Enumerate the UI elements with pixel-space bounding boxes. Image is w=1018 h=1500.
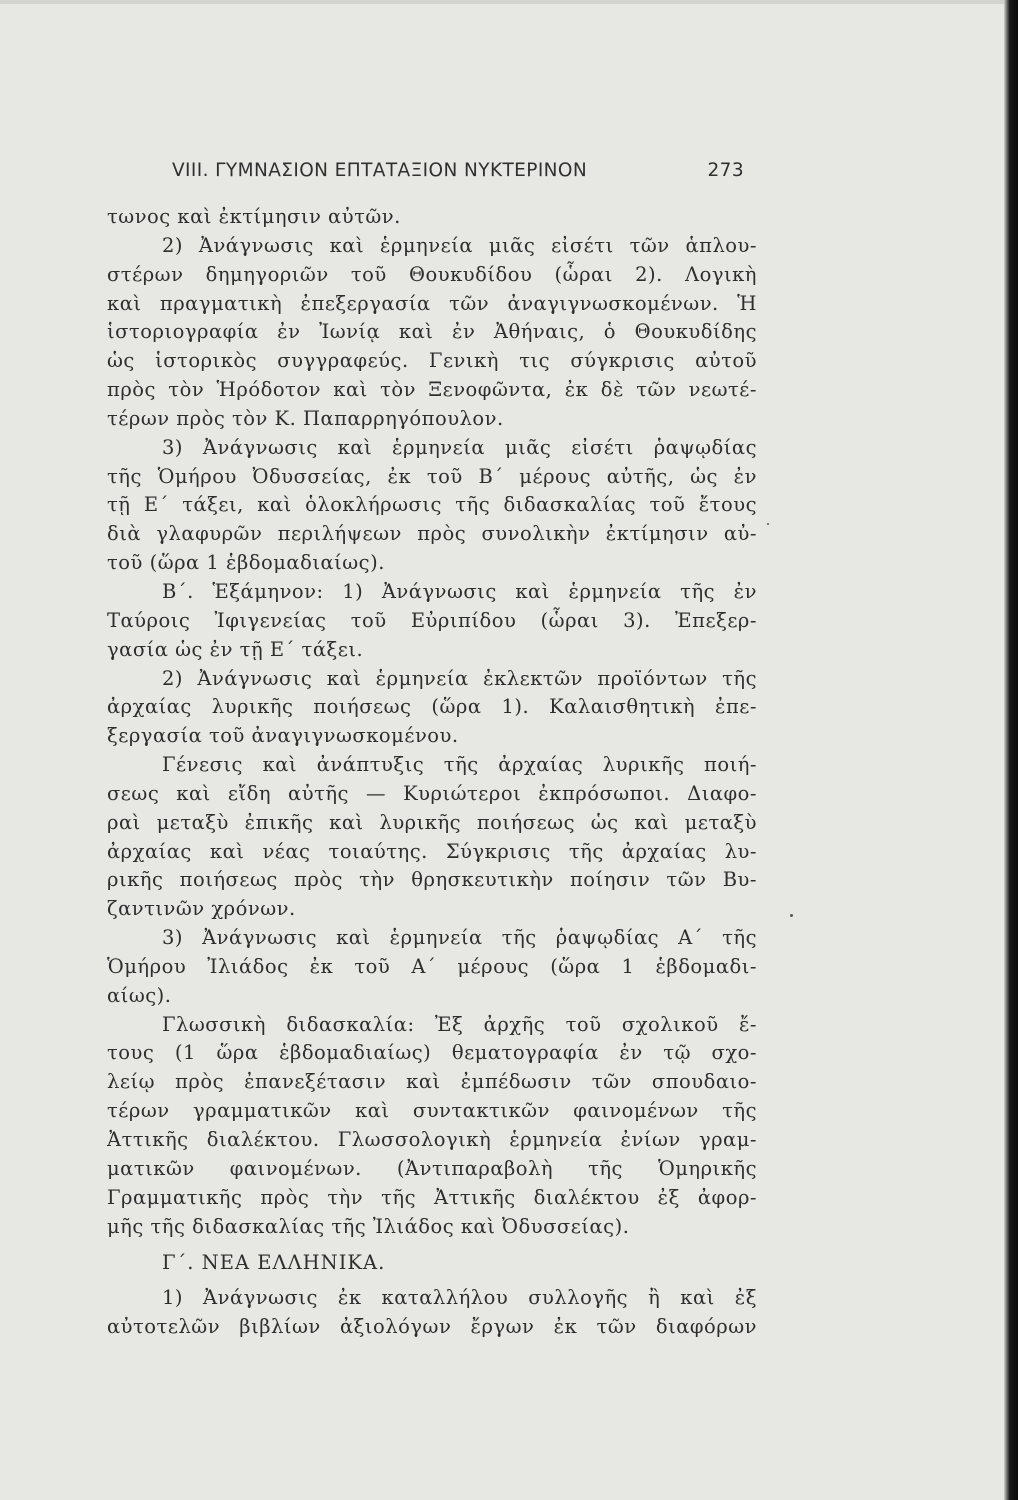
text-line: γασία ὡς ἐν τῇ Ε΄ τάξει. bbox=[107, 637, 364, 661]
page-number: 273 bbox=[707, 159, 744, 181]
text-line: ραὶ μεταξὺ ἐπικῆς καὶ λυρικῆς ποιήσεως ὡς καὶ μεταξὺ bbox=[107, 810, 757, 834]
text-line: καὶ πραγματικὴ ἐπεξεργασία τῶν ἀναγιγνωσκομένων. Ἡ bbox=[107, 291, 757, 315]
text-line: ἀρχαίας καὶ νέας τοιαύτης. Σύγκρισις τῆς ἀρχαίας λυ- bbox=[107, 839, 757, 863]
text-line: Γένεσις καὶ ἀνάπτυξις τῆς ἀρχαίας λυρικῆς ποιή- bbox=[162, 753, 757, 777]
text-line: Γλωσσικὴ διδασκαλία: Ἐξ ἀρχῆς τοῦ σχολικοῦ ἔ- bbox=[162, 1012, 757, 1036]
print-speck bbox=[790, 914, 793, 917]
text-line: τωνος καὶ ἐκτίμησιν αὐτῶν. bbox=[107, 205, 401, 228]
text-line: 2) Ἀνάγνωσις καὶ ἑρμηνεία ἐκλεκτῶν προϊόντων τῆς bbox=[162, 666, 757, 690]
text-line: Ἀττικῆς διαλέκτου. Γλωσσολογικὴ ἑρμηνεία ἐνίων γραμ- bbox=[107, 1128, 757, 1151]
page-right-edge-shadow bbox=[1004, 0, 1018, 1500]
running-head-section: VIII. ΓΥΜΝΑΣΙΟΝ ΕΠΤΑΤΑΞΙΟΝ ΝΥΚΤΕΡΙΝΟΝ bbox=[172, 159, 588, 181]
text-line: 1) Ἀνάγνωσις ἐκ καταλλήλου συλλογῆς ἢ καὶ ἐξ bbox=[162, 1286, 757, 1310]
text-line: σεως καὶ εἴδη αὐτῆς — Κυριώτεροι ἐκπρόσωποι. Διαφο- bbox=[107, 781, 757, 805]
text-line: 2) Ἀνάγνωσις καὶ ἑρμηνεία μιᾶς εἰσέτι τῶν ἁπλου- bbox=[162, 233, 757, 257]
text-line: τῆς Ὁμήρου Ὀδυσσείας, ἐκ τοῦ Β΄ μέρους αὐτῆς, ὡς ἐν bbox=[107, 464, 757, 488]
text-line: λείῳ πρὸς ἐπανεξέτασιν καὶ ἐμπέδωσιν τῶν σπουδαιο- bbox=[107, 1070, 757, 1094]
text-line: τέρων γραμματικῶν καὶ συντακτικῶν φαινομένων τῆς bbox=[107, 1099, 757, 1123]
text-line: διὰ γλαφυρῶν περιλήψεων πρὸς συνολικὴν ἐκτίμησιν αὐ- bbox=[107, 522, 757, 546]
text-line: 3) Ἀνάγνωσις καὶ ἑρμηνεία τῆς ῥαψῳδίας Α΄ τῆς bbox=[162, 926, 757, 950]
body-text bbox=[107, 203, 757, 1342]
text-line: ἀρχαίας λυρικῆς ποιήσεως (ὥρα 1). Καλαισθητικὴ ἐπε- bbox=[107, 695, 757, 719]
text-line: ἱστοριογραφία ἐν Ἰωνίᾳ καὶ ἐν Ἀθήναις, ὁ Θουκυδίδης bbox=[107, 320, 757, 344]
print-speck bbox=[767, 523, 769, 525]
text-line: Ταύροις Ἰφιγενείας τοῦ Εὐριπίδου (ὧραι 3). Ἐπεξερ- bbox=[107, 608, 757, 632]
text-line: αὐτοτελῶν βιβλίων ἀξιολόγων ἔργων ἐκ τῶν διαφόρων bbox=[107, 1315, 757, 1339]
text-line: ρικῆς ποιήσεως πρὸς τὴν θρησκευτικὴν ποίησιν τῶν Βυ- bbox=[107, 868, 757, 892]
section-heading: Γ΄. ΝΕΑ ΕΛΛΗΝΙΚΑ. bbox=[162, 1251, 386, 1275]
text-line: πρὸς τὸν Ἡρόδοτον καὶ τὸν Ξενοφῶντα, ἐκ δὲ τῶν νεωτέ- bbox=[107, 378, 757, 402]
text-line: αίως). bbox=[107, 983, 172, 1007]
text-line: τους (1 ὥρα ἑβδομαδιαίως) θεματογραφία ἐν τῷ σχο- bbox=[107, 1041, 757, 1065]
text-line: τοῦ (ὥρα 1 ἑβδομαδιαίως). bbox=[107, 551, 385, 575]
running-head bbox=[172, 157, 744, 183]
text-line: Γραμματικῆς πρὸς τὴν τῆς Ἀττικῆς διαλέκτου ἐξ ἀφορ- bbox=[107, 1185, 757, 1209]
text-line: μῆς τῆς διδασκαλίας τῆς Ἰλιάδος καὶ Ὀδυσσείας). bbox=[107, 1214, 630, 1238]
text-line: 3) Ἀνάγνωσις καὶ ἑρμηνεία μιᾶς εἰσέτι ῥαψῳδίας bbox=[162, 435, 757, 459]
text-line: ζαντινῶν χρόνων. bbox=[107, 897, 296, 921]
text-line: ξεργασία τοῦ ἀναγιγνωσκομένου. bbox=[107, 724, 459, 748]
text-line: τέρων πρὸς τὸν Κ. Παπαρρηγόπουλον. bbox=[107, 406, 504, 430]
text-line: Β΄. Ἑξάμηνον: 1) Ἀνάγνωσις καὶ ἑρμηνεία τῆς ἐν bbox=[162, 579, 757, 603]
text-line: τῇ Ε΄ τάξει, καὶ ὁλοκλήρωσις τῆς διδασκαλίας τοῦ ἔτους bbox=[107, 493, 757, 517]
text-line: στέρων δημηγοριῶν τοῦ Θουκυδίδου (ὧραι 2). Λογικὴ bbox=[107, 262, 757, 286]
text-line: ὡς ἱστορικὸς συγγραφεύς. Γενικὴ τις σύγκρισις αὐτοῦ bbox=[107, 349, 757, 373]
page-top-edge bbox=[0, 0, 1018, 4]
text-line: ματικῶν φαινομένων. (Ἀντιπαραβολὴ τῆς Ὁμηρικῆς bbox=[107, 1156, 757, 1180]
text-line: Ὁμήρου Ἰλιάδος ἐκ τοῦ Α΄ μέρους (ὥρα 1 ἑβδομαδι- bbox=[107, 954, 757, 978]
